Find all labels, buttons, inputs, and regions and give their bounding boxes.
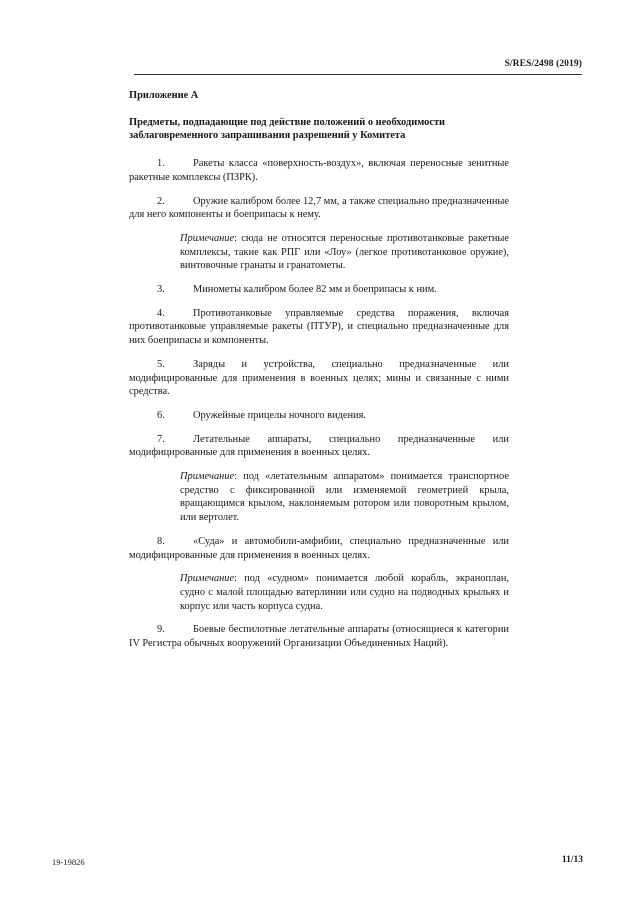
item-text: Боевые беспилотные летательные аппараты (относящиеся к категории IV Регистра обычных вооружений Организации Объединенных Наций). xyxy=(129,624,509,650)
footer-document-code: 19-19826 xyxy=(52,857,85,867)
item-number: 3. xyxy=(157,284,165,296)
note-text: под «судном» понимается любой корабль, экраноплан, судно с малой площадью ватерлинии или судно на подводных крыльях и корпус или часть корпуса судна. xyxy=(180,573,509,612)
note-text: сюда не относятся переносные противотанковые ракетные комплексы, такие как РПГ или «Лоу» (легкое противотанковое оружие), винтовочные гранаты и гранатометы. xyxy=(180,232,509,272)
list-item xyxy=(129,307,509,348)
note-label: Примечание xyxy=(180,471,235,483)
document-content xyxy=(129,89,509,661)
annex-heading: Приложение А xyxy=(129,90,199,101)
list-item xyxy=(129,535,509,562)
item-number: 4. xyxy=(157,307,165,319)
list-item xyxy=(129,157,509,184)
item-text: Ракеты класса «поверхность-воздух», включая переносные зенитные ракетные комплексы (ПЗРК). xyxy=(129,158,509,183)
note: Примечание: под «летательным аппаратом» понимается транспортное средство с фиксированной или изменяемой геометрией крыла, вращающимся крылом, наклоняемым ротором или поворотным крылом, или вертолет. xyxy=(180,471,509,524)
list-item xyxy=(129,623,509,650)
item-text: Заряды и устройства, специально предназначенные или модифицированные для применения в военных целях; мины и связанные с ними средства. xyxy=(129,358,509,398)
item-number: 2. xyxy=(157,195,165,207)
list-item xyxy=(129,433,509,460)
header-rule xyxy=(134,74,582,75)
item-text: Минометы калибром более 82 мм и боеприпасы к ним. xyxy=(193,284,437,296)
note: Примечание: сюда не относятся переносные противотанковые ракетные комплексы, такие как РПГ или «Лоу» (легкое противотанковое оружие), винтовочные гранаты и гранатометы. xyxy=(180,232,509,272)
item-number: 7. xyxy=(157,433,165,445)
list-item xyxy=(129,409,509,423)
note-text: под «летательным аппаратом» понимается транспортное средство с фиксированной или изменяемой геометрией крыла, вращающимся крылом, наклоняемым ротором или поворотным крылом, или вертолет. xyxy=(180,471,509,524)
item-text: Оружейные прицелы ночного видения. xyxy=(193,409,366,421)
item-text: Противотанковые управляемые средства поражения, включая противотанковые управляемые ракеты (ПТУР), и специально предназначенные для них боеприпасы и компоненты. xyxy=(129,307,509,347)
list-item xyxy=(129,283,509,297)
item-text: Оружие калибром более 12,7 мм, а также специально предназначенные для него компоненты и боеприпасы к нему. xyxy=(129,195,509,221)
page-number: 11/13 xyxy=(561,855,583,865)
item-number: 1. xyxy=(157,158,165,170)
item-number: 8. xyxy=(157,535,165,547)
list-item xyxy=(129,195,509,222)
item-text: «Суда» и автомобили-амфибии, специально предназначенные или модифицированные для применения в военных целях. xyxy=(129,535,509,561)
note-label: Примечание xyxy=(180,232,235,244)
item-text: Летательные аппараты, специально предназначенные или модифицированные для применения в военных целях. xyxy=(129,433,509,459)
annex-title: Предметы, подпадающие под действие положений о необходимости заблаговременного запрашивания разрешений у Комитета xyxy=(129,116,446,142)
item-number: 9. xyxy=(157,624,165,636)
list-item xyxy=(129,358,509,399)
note: Примечание: под «судном» понимается любой корабль, экраноплан, судно с малой площадью ватерлинии или судно на подводных крыльях и корпус или часть корпуса судна. xyxy=(180,573,509,612)
document-symbol: S/RES/2498 (2019) xyxy=(504,59,582,69)
item-number: 5. xyxy=(157,358,165,370)
note-label: Примечание xyxy=(180,573,235,585)
item-number: 6. xyxy=(157,409,165,421)
